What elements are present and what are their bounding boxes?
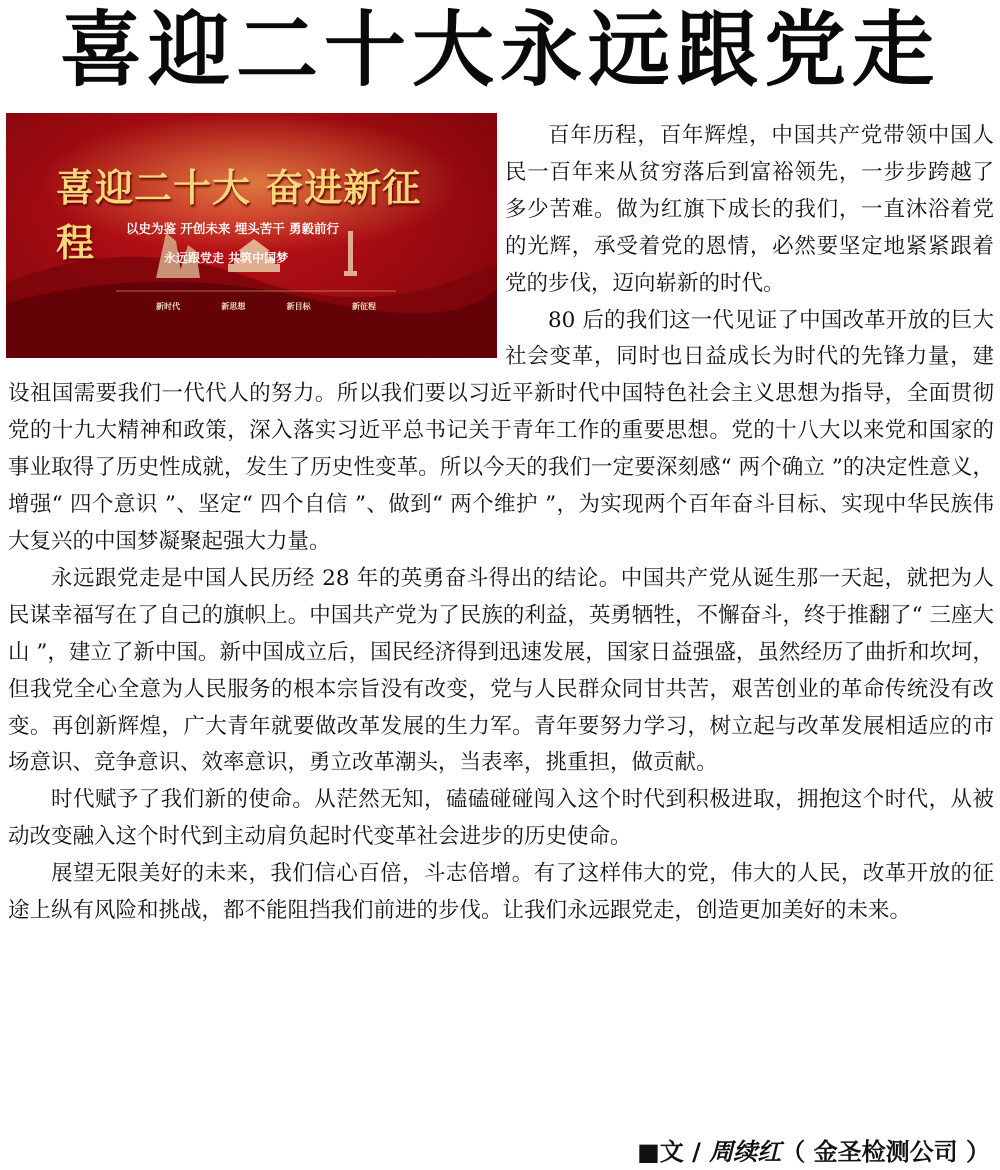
headline: 喜迎二十大永远跟党走	[59, 2, 940, 98]
banner-title: 喜迎二十大 奋进新征程	[56, 165, 422, 265]
banner-subtitle-1: 以史为鉴 开创未来 埋头苦干 勇毅前行	[126, 221, 340, 236]
paragraph: 时代赋予了我们新的使命。从茫然无知，磕磕碰碰闯入这个时代到积极进取，拥抱这个时代，从被动改变融入这个时代到主动肩负起时代变革社会进步的历史使命。	[8, 787, 994, 850]
banner-nav-item: 新时代	[156, 302, 180, 311]
byline-prefix: ■文 /	[637, 1138, 710, 1166]
paragraph: 展望无限美好的未来，我们信心百倍，斗志倍增。有了这样伟大的党，伟大的人民，改革开放的征途上纵有风险和挑战，都不能阻挡我们前进的步伐。让我们永远跟党走，创造更加美好的未来。	[8, 861, 994, 924]
banner-nav-item: 新思想	[221, 302, 246, 311]
article-body	[8, 118, 994, 930]
image-spacer	[8, 112, 505, 364]
byline	[637, 1134, 990, 1170]
banner-subtitle-2: 永远跟党走 共筑中国梦	[164, 251, 289, 265]
banner-nav-item: 新目标	[286, 302, 311, 311]
banner-nav-item: 新征程	[351, 302, 376, 311]
byline-org: （ 金圣检测公司 ）	[781, 1138, 990, 1166]
paragraph: 80 后的我们这一代见证了中国改革开放的巨大社会变革，同时也日益成长为时代的先锋力量，建设祖国需要我们一代代人的努力。所以我们要以习近平新时代中国特色社会主义思想为指导，全面贯彻党的十九大精神和政策，深入落实习近平总书记关于青年工作的重要思想。党的十八大以来党和国家的事业取得了历史性成就，发生了历史性变革。所以今天的我们一定要深刻感“ 两个确立 ”的决定性意义，增强“ 四个意识 ”、坚定“ 四个自信 ”、做到“ 两个维护 ”，为实现两个百年奋斗目标、实现中华民族伟大复兴的中国梦凝聚起强大力量。	[8, 307, 994, 554]
paragraph: 永远跟党走是中国人民历经 28 年的英勇奋斗得出的结论。中国共产党从诞生那一天起，就把为人民谋幸福写在了自己的旗帜上。中国共产党为了民族的利益，英勇牺牲，不懈奋斗，终于推翻了“ 三座大山 ”，建立了新中国。新中国成立后，国民经济得到迅速发展，国家日益强盛，虽然经历了曲折和坎坷，但我党全心全意为人民服务的根本宗旨没有改变，党与人民群众同甘共苦，艰苦创业的革命传统没有改变。再创新辉煌，广大青年就要做改革发展的生力军。青年要努力学习，树立起与改革发展相适应的市场意识、竞争意识、效率意识，勇立改革潮头，当表率，挑重担，做贡献。	[8, 565, 994, 776]
byline-author: 周续红	[709, 1137, 782, 1166]
paragraph: 百年历程，百年辉煌，中国共产党带领中国人民一百年来从贫穷落后到富裕领先，一步步跨越了多少苦难。做为红旗下成长的我们，一直沐浴着党的光辉，承受着党的恩情，必然要坚定地紧紧跟着党的步伐，迈向崭新的时代。	[505, 123, 994, 296]
